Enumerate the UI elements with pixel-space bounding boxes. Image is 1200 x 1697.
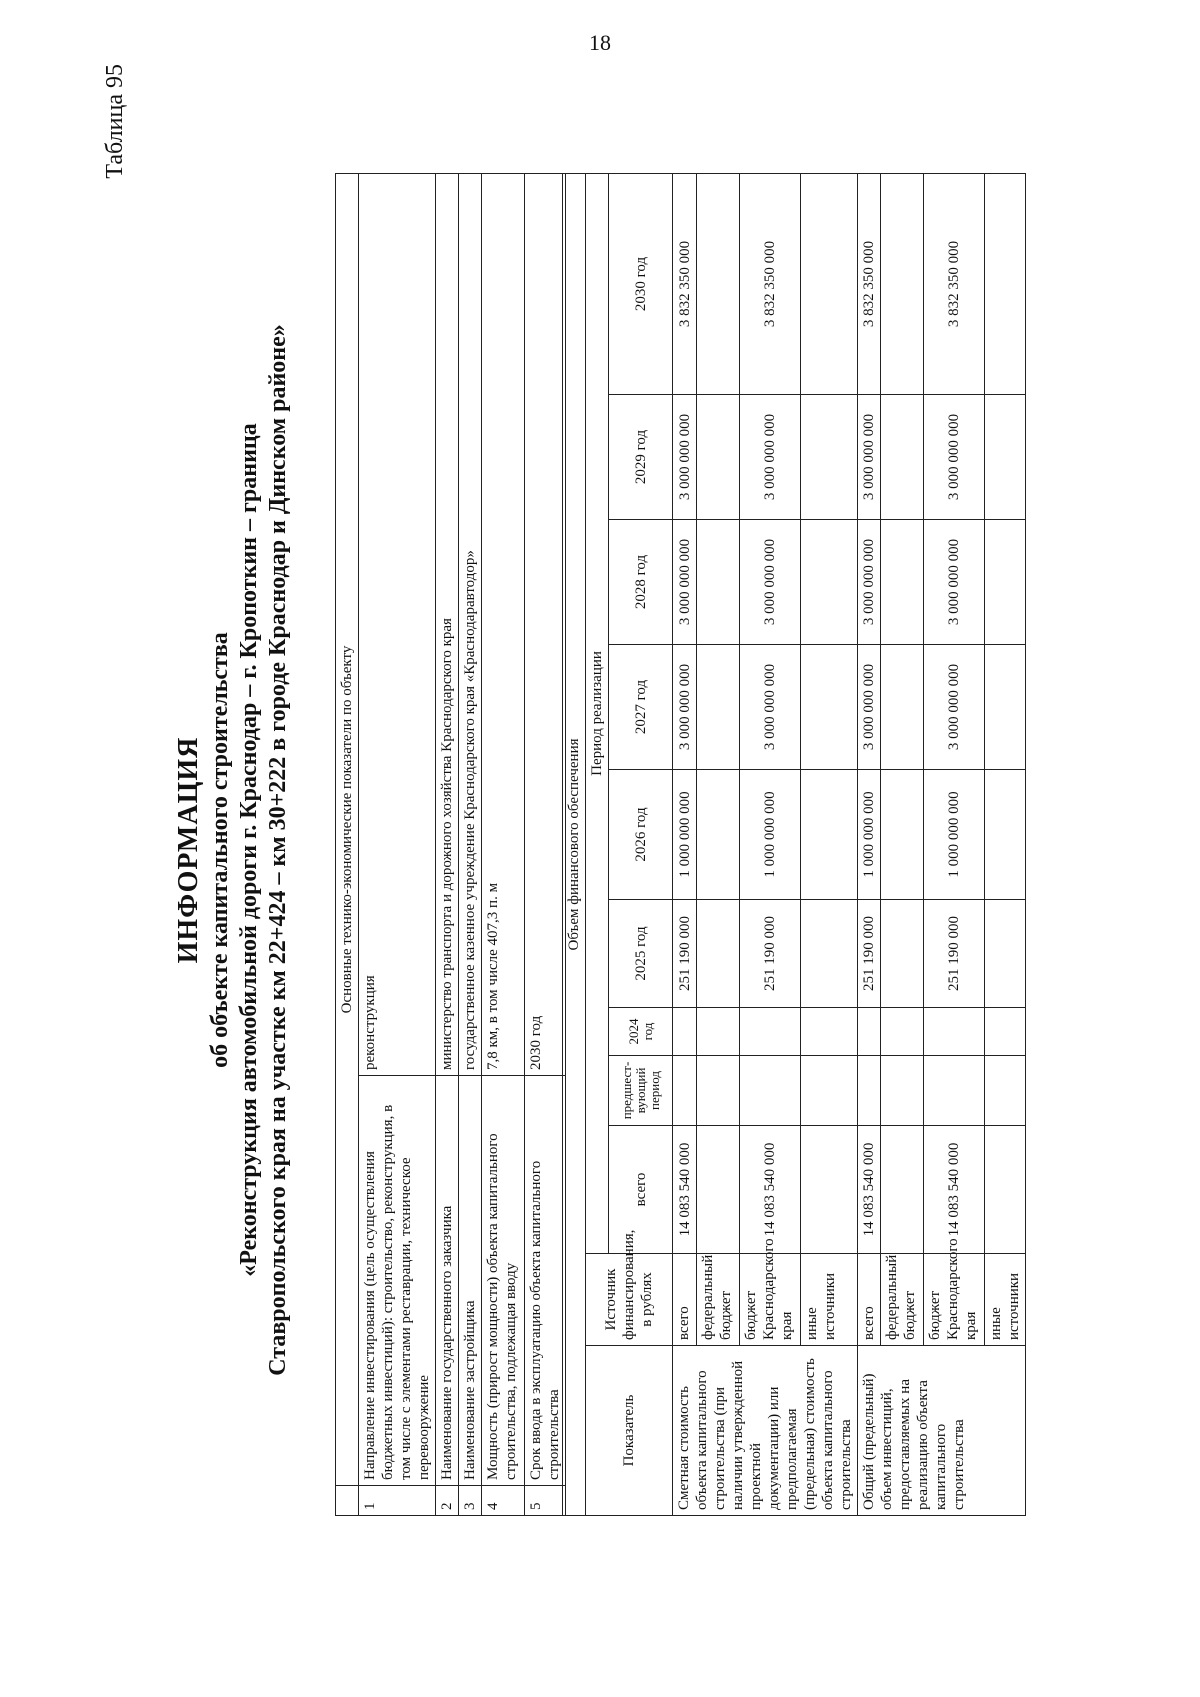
value-cell bbox=[858, 1056, 881, 1126]
row-number: 5 bbox=[525, 1486, 566, 1516]
financing-header: Объем финансового обеспечения bbox=[563, 173, 586, 1515]
value-cell: 3 000 000 000 bbox=[858, 520, 881, 645]
value-cell bbox=[985, 173, 1026, 394]
source-cell: всего bbox=[858, 1254, 881, 1346]
column-header: 2024 год bbox=[609, 1008, 673, 1056]
table-row bbox=[801, 173, 858, 1515]
row-label: Направление инвестирования (цель осуществления бюджетных инвестиций): строительство, реконструкция, в том числе с элементами реставрации, техническое перевооружение bbox=[359, 1076, 436, 1486]
column-header: 2025 год bbox=[609, 900, 673, 1008]
table-row bbox=[924, 173, 985, 1515]
value-cell: 3 000 000 000 bbox=[740, 395, 801, 520]
table-row bbox=[359, 173, 436, 1515]
title-line-3: «Реконструкция автомобильной дороги г. Краснодар – г. Кропоткин – граница bbox=[236, 423, 262, 1277]
value-cell: 3 000 000 000 bbox=[924, 395, 985, 520]
row-value: 2030 год bbox=[525, 173, 566, 1075]
row-number: 4 bbox=[482, 1486, 525, 1516]
column-header: всего bbox=[609, 1126, 673, 1254]
value-cell bbox=[881, 1056, 924, 1126]
indicator-cell: Общий (предельный) объем инвестиций, предоставляемых на реализацию объекта капитального строительства bbox=[858, 1346, 1026, 1516]
value-cell bbox=[985, 900, 1026, 1008]
table-row bbox=[436, 173, 459, 1515]
indicator-cell: Сметная стоимость объекта капитального строительства (при наличии утвержденной проектной документации) или предполагаемая (предельная) стоимость объекта капитального строительства bbox=[673, 1346, 858, 1516]
value-cell: 3 000 000 000 bbox=[740, 520, 801, 645]
column-header: предшест-вующий период bbox=[609, 1056, 673, 1126]
column-header: 2028 год bbox=[609, 520, 673, 645]
value-cell bbox=[697, 645, 740, 770]
value-cell bbox=[801, 1056, 858, 1126]
title-line-2: об объекте капитального строительства bbox=[207, 632, 233, 1068]
row-value: реконструкция bbox=[359, 173, 436, 1075]
value-cell: 1 000 000 000 bbox=[673, 770, 697, 900]
value-cell bbox=[801, 900, 858, 1008]
source-cell: федеральный бюджет bbox=[881, 1254, 924, 1346]
value-cell bbox=[697, 900, 740, 1008]
value-cell bbox=[881, 1008, 924, 1056]
table-row bbox=[673, 173, 697, 1515]
source-cell: иные источники bbox=[801, 1254, 858, 1346]
value-cell bbox=[673, 1008, 697, 1056]
value-cell bbox=[801, 520, 858, 645]
value-cell bbox=[881, 1126, 924, 1254]
value-cell bbox=[801, 1008, 858, 1056]
value-cell bbox=[985, 395, 1026, 520]
table-row bbox=[985, 173, 1026, 1515]
value-cell: 3 000 000 000 bbox=[740, 645, 801, 770]
row-number: 1 bbox=[359, 1486, 436, 1516]
row-label: Срок ввода в эксплуатацию объекта капитального строительства bbox=[525, 1076, 566, 1486]
column-header: 2027 год bbox=[609, 645, 673, 770]
row-value: министерство транспорта и дорожного хозяйства Краснодарского края bbox=[436, 173, 459, 1075]
row-label: Мощность (прирост мощности) объекта капитального строительства, подлежащая вводу bbox=[482, 1076, 525, 1486]
value-cell bbox=[881, 900, 924, 1008]
value-cell: 3 000 000 000 bbox=[924, 645, 985, 770]
value-cell: 251 190 000 bbox=[740, 900, 801, 1008]
row-value: государственное казенное учреждение Краснодарского края «Краснодаравтодор» bbox=[459, 173, 482, 1075]
value-cell: 3 000 000 000 bbox=[673, 395, 697, 520]
value-cell bbox=[858, 1008, 881, 1056]
value-cell: 3 832 350 000 bbox=[740, 173, 801, 394]
value-cell bbox=[985, 1056, 1026, 1126]
value-cell bbox=[673, 1056, 697, 1126]
value-cell: 14 083 540 000 bbox=[858, 1126, 881, 1254]
column-header-indicator: Показатель bbox=[586, 1346, 673, 1516]
value-cell bbox=[697, 1126, 740, 1254]
value-cell: 3 832 350 000 bbox=[924, 173, 985, 394]
value-cell bbox=[697, 1056, 740, 1126]
value-cell bbox=[801, 645, 858, 770]
value-cell bbox=[740, 1056, 801, 1126]
title-line-4: Ставропольского края на участке км 22+424 – км 30+222 в городе Краснодар и Динском районе» bbox=[265, 324, 291, 1376]
column-header: 2026 год bbox=[609, 770, 673, 900]
table-row bbox=[459, 173, 482, 1515]
document-title bbox=[172, 60, 293, 1640]
column-header-period: Период реализации bbox=[586, 173, 609, 1253]
value-cell bbox=[985, 770, 1026, 900]
value-cell bbox=[801, 395, 858, 520]
value-cell: 3 832 350 000 bbox=[858, 173, 881, 394]
table-row bbox=[740, 173, 801, 1515]
value-cell bbox=[881, 520, 924, 645]
row-value: 7,8 км, в том числе 407,3 п. м bbox=[482, 173, 525, 1075]
value-cell: 251 190 000 bbox=[924, 900, 985, 1008]
value-cell: 14 083 540 000 bbox=[740, 1126, 801, 1254]
value-cell bbox=[985, 1008, 1026, 1056]
value-cell bbox=[740, 1008, 801, 1056]
financing-table bbox=[562, 173, 1026, 1516]
row-label: Наименование застройщика bbox=[459, 1076, 482, 1486]
row-label: Наименование государственного заказчика bbox=[436, 1076, 459, 1486]
value-cell bbox=[801, 173, 858, 394]
value-cell: 251 190 000 bbox=[673, 900, 697, 1008]
value-cell bbox=[881, 770, 924, 900]
table-label: Таблица 95 bbox=[102, 64, 128, 179]
value-cell bbox=[881, 173, 924, 394]
value-cell bbox=[697, 520, 740, 645]
value-cell bbox=[985, 1126, 1026, 1254]
value-cell: 14 083 540 000 bbox=[673, 1126, 697, 1254]
column-header: 2029 год bbox=[609, 395, 673, 520]
value-cell: 1 000 000 000 bbox=[740, 770, 801, 900]
column-header-source: Источник финансирования, в рублях bbox=[586, 1254, 673, 1346]
source-cell: бюджет Краснодарского края bbox=[924, 1254, 985, 1346]
value-cell bbox=[924, 1008, 985, 1056]
table-row bbox=[525, 173, 566, 1515]
table-row bbox=[881, 173, 924, 1515]
rotated-page-content bbox=[80, 60, 1170, 1640]
value-cell: 3 000 000 000 bbox=[673, 520, 697, 645]
value-cell bbox=[697, 395, 740, 520]
value-cell bbox=[801, 770, 858, 900]
value-cell bbox=[697, 770, 740, 900]
indicators-header: Основные технико-экономические показатели по объекту bbox=[336, 173, 359, 1485]
value-cell: 251 190 000 bbox=[858, 900, 881, 1008]
value-cell: 3 000 000 000 bbox=[858, 645, 881, 770]
value-cell: 3 000 000 000 bbox=[924, 520, 985, 645]
value-cell: 3 000 000 000 bbox=[858, 395, 881, 520]
source-cell: федеральный бюджет bbox=[697, 1254, 740, 1346]
value-cell: 3 832 350 000 bbox=[673, 173, 697, 394]
value-cell: 3 000 000 000 bbox=[673, 645, 697, 770]
source-cell: бюджет Краснодарского края bbox=[740, 1254, 801, 1346]
value-cell: 14 083 540 000 bbox=[924, 1126, 985, 1254]
source-cell: всего bbox=[673, 1254, 697, 1346]
table-row bbox=[482, 173, 525, 1515]
value-cell bbox=[985, 645, 1026, 770]
row-number: 2 bbox=[436, 1486, 459, 1516]
row-number: 3 bbox=[459, 1486, 482, 1516]
value-cell: 1 000 000 000 bbox=[924, 770, 985, 900]
indicators-table bbox=[335, 173, 566, 1516]
value-cell bbox=[881, 395, 924, 520]
table-row bbox=[697, 173, 740, 1515]
value-cell bbox=[697, 173, 740, 394]
value-cell bbox=[985, 520, 1026, 645]
value-cell bbox=[801, 1126, 858, 1254]
column-header: 2030 год bbox=[609, 173, 673, 394]
value-cell bbox=[881, 645, 924, 770]
value-cell bbox=[924, 1056, 985, 1126]
value-cell: 1 000 000 000 bbox=[858, 770, 881, 900]
page-number: 18 bbox=[589, 30, 611, 55]
table-row bbox=[858, 173, 881, 1515]
source-cell: иные источники bbox=[985, 1254, 1026, 1346]
title-line-1: ИНФОРМАЦИЯ bbox=[173, 736, 204, 964]
value-cell bbox=[697, 1008, 740, 1056]
